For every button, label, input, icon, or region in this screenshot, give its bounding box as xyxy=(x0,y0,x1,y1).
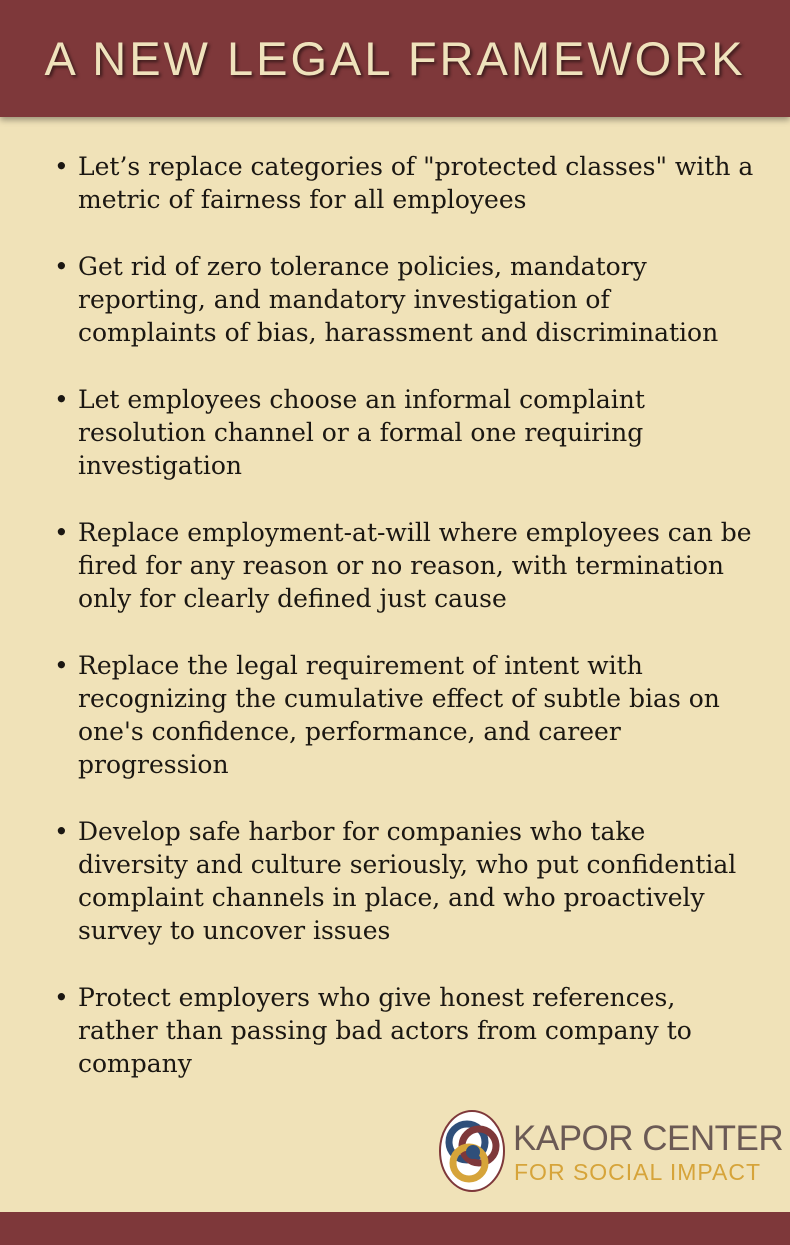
page-title: A NEW LEGAL FRAMEWORK xyxy=(44,32,746,85)
list-item-text: Develop safe harbor for companies who take diversity and culture seriously, who put confidential complaint channels in place, and who proactively survey to uncover issues xyxy=(78,817,737,945)
list-item-text: Let employees choose an informal complaint resolution channel or a formal one requiring investigation xyxy=(78,385,645,480)
list-item-text: Protect employers who give honest references, rather than passing bad actors from company to company xyxy=(78,983,692,1078)
list-item-text: Get rid of zero tolerance policies, mandatory reporting, and mandatory investigation of complaints of bias, harassment and discrimination xyxy=(78,252,719,347)
bullet-icon: • xyxy=(54,983,69,1012)
list-item xyxy=(54,150,754,216)
bullet-icon: • xyxy=(54,152,69,181)
bullet-icon: • xyxy=(54,817,69,846)
header-banner xyxy=(0,0,790,117)
bullet-icon: • xyxy=(54,385,69,414)
list-item-text: Replace the legal requirement of intent with recognizing the cumulative effect of subtle bias on one's confidence, performance, and career progression xyxy=(78,651,720,779)
footer-bar xyxy=(0,1212,790,1245)
list-item xyxy=(54,383,754,482)
kapor-rings-icon xyxy=(437,1108,507,1194)
list-item xyxy=(54,981,754,1080)
list-item xyxy=(54,815,754,947)
list-item-text: Replace employment-at-will where employees can be fired for any reason or no reason, with termination only for clearly defined just cause xyxy=(78,518,752,613)
framework-list xyxy=(54,150,754,1114)
logo-tagline: FOR SOCIAL IMPACT xyxy=(514,1159,762,1185)
kapor-center-logo xyxy=(437,1108,784,1196)
list-item xyxy=(54,649,754,781)
bullet-icon: • xyxy=(54,252,69,281)
bullet-icon: • xyxy=(54,518,69,547)
list-item xyxy=(54,516,754,615)
logo-name: KAPOR CENTER xyxy=(513,1119,784,1158)
bullet-icon: • xyxy=(54,651,69,680)
list-item xyxy=(54,250,754,349)
list-item-text: Let’s replace categories of "protected classes" with a metric of fairness for all employees xyxy=(78,152,754,214)
